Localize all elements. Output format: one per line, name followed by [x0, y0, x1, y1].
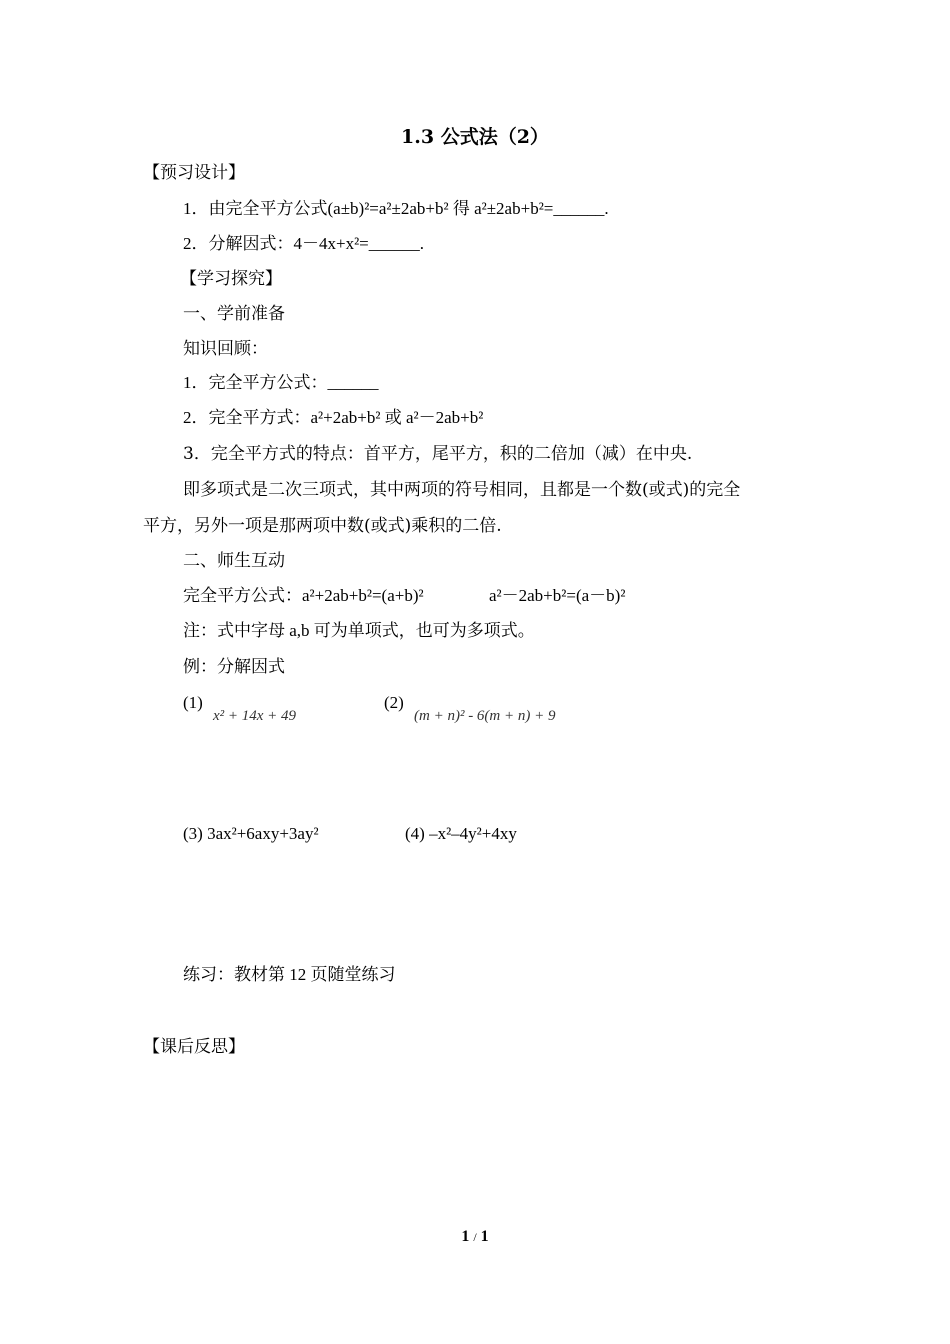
- section-1-heading: 一、学前准备: [183, 304, 285, 324]
- page-number: [0, 1228, 950, 1246]
- section-2-heading: 二、师生互动: [183, 551, 285, 571]
- formula-sum: 完全平方公式：a²+2ab+b²=(a+b)²: [183, 586, 424, 605]
- preview-item-2: 2．分解因式：4－4x+x²=______.: [183, 234, 425, 253]
- example-1-label: (1): [183, 693, 203, 712]
- example-1-expression: x² + 14x + 49: [213, 708, 297, 724]
- preview-item-1: 1．由完全平方公式(a±b)²=a²±2ab+b² 得 a²±2ab+b²=______.: [183, 199, 609, 218]
- recall-item-1: 1．完全平方公式：______: [183, 373, 379, 392]
- explore-heading: 【学习探究】: [180, 269, 282, 289]
- example-2-label: (2): [384, 693, 404, 712]
- example-4: (4) –x²–4y²+4xy: [405, 824, 517, 843]
- note-text: 注：式中字母 a,b 可为单项式，也可为多项式。: [183, 621, 535, 640]
- example-2-expression: (m + n)² - 6(m + n) + 9: [414, 708, 556, 724]
- example-3: (3) 3ax²+6axy+3ay²: [183, 824, 319, 843]
- page-current: 1: [461, 1228, 470, 1245]
- page-separator: /: [473, 1230, 477, 1244]
- recall-label: 知识回顾：: [183, 339, 268, 359]
- formula-difference: a²－2ab+b²=(a－b)²: [489, 586, 626, 605]
- recall-item-2: 2．完全平方式：a²+2ab+b² 或 a²－2ab+b²: [183, 408, 484, 427]
- recall-explanation-line-1: 即多项式是二次三项式，其中两项的符号相同，且都是一个数(或式)的完全: [183, 480, 741, 500]
- recall-item-3: 3．完全平方式的特点：首平方，尾平方，积的二倍加（减）在中央.: [183, 444, 693, 464]
- reflect-heading: 【课后反思】: [143, 1037, 245, 1057]
- practice-text: 练习：教材第 12 页随堂练习: [183, 965, 396, 984]
- example-heading: 例：分解因式: [183, 657, 285, 677]
- preview-heading: 【预习设计】: [143, 163, 245, 183]
- recall-explanation-line-2: 平方，另外一项是那两项中数(或式)乘积的二倍.: [143, 516, 502, 536]
- page-total: 1: [480, 1228, 489, 1245]
- page-title: 1.3 公式法（2）: [401, 126, 549, 148]
